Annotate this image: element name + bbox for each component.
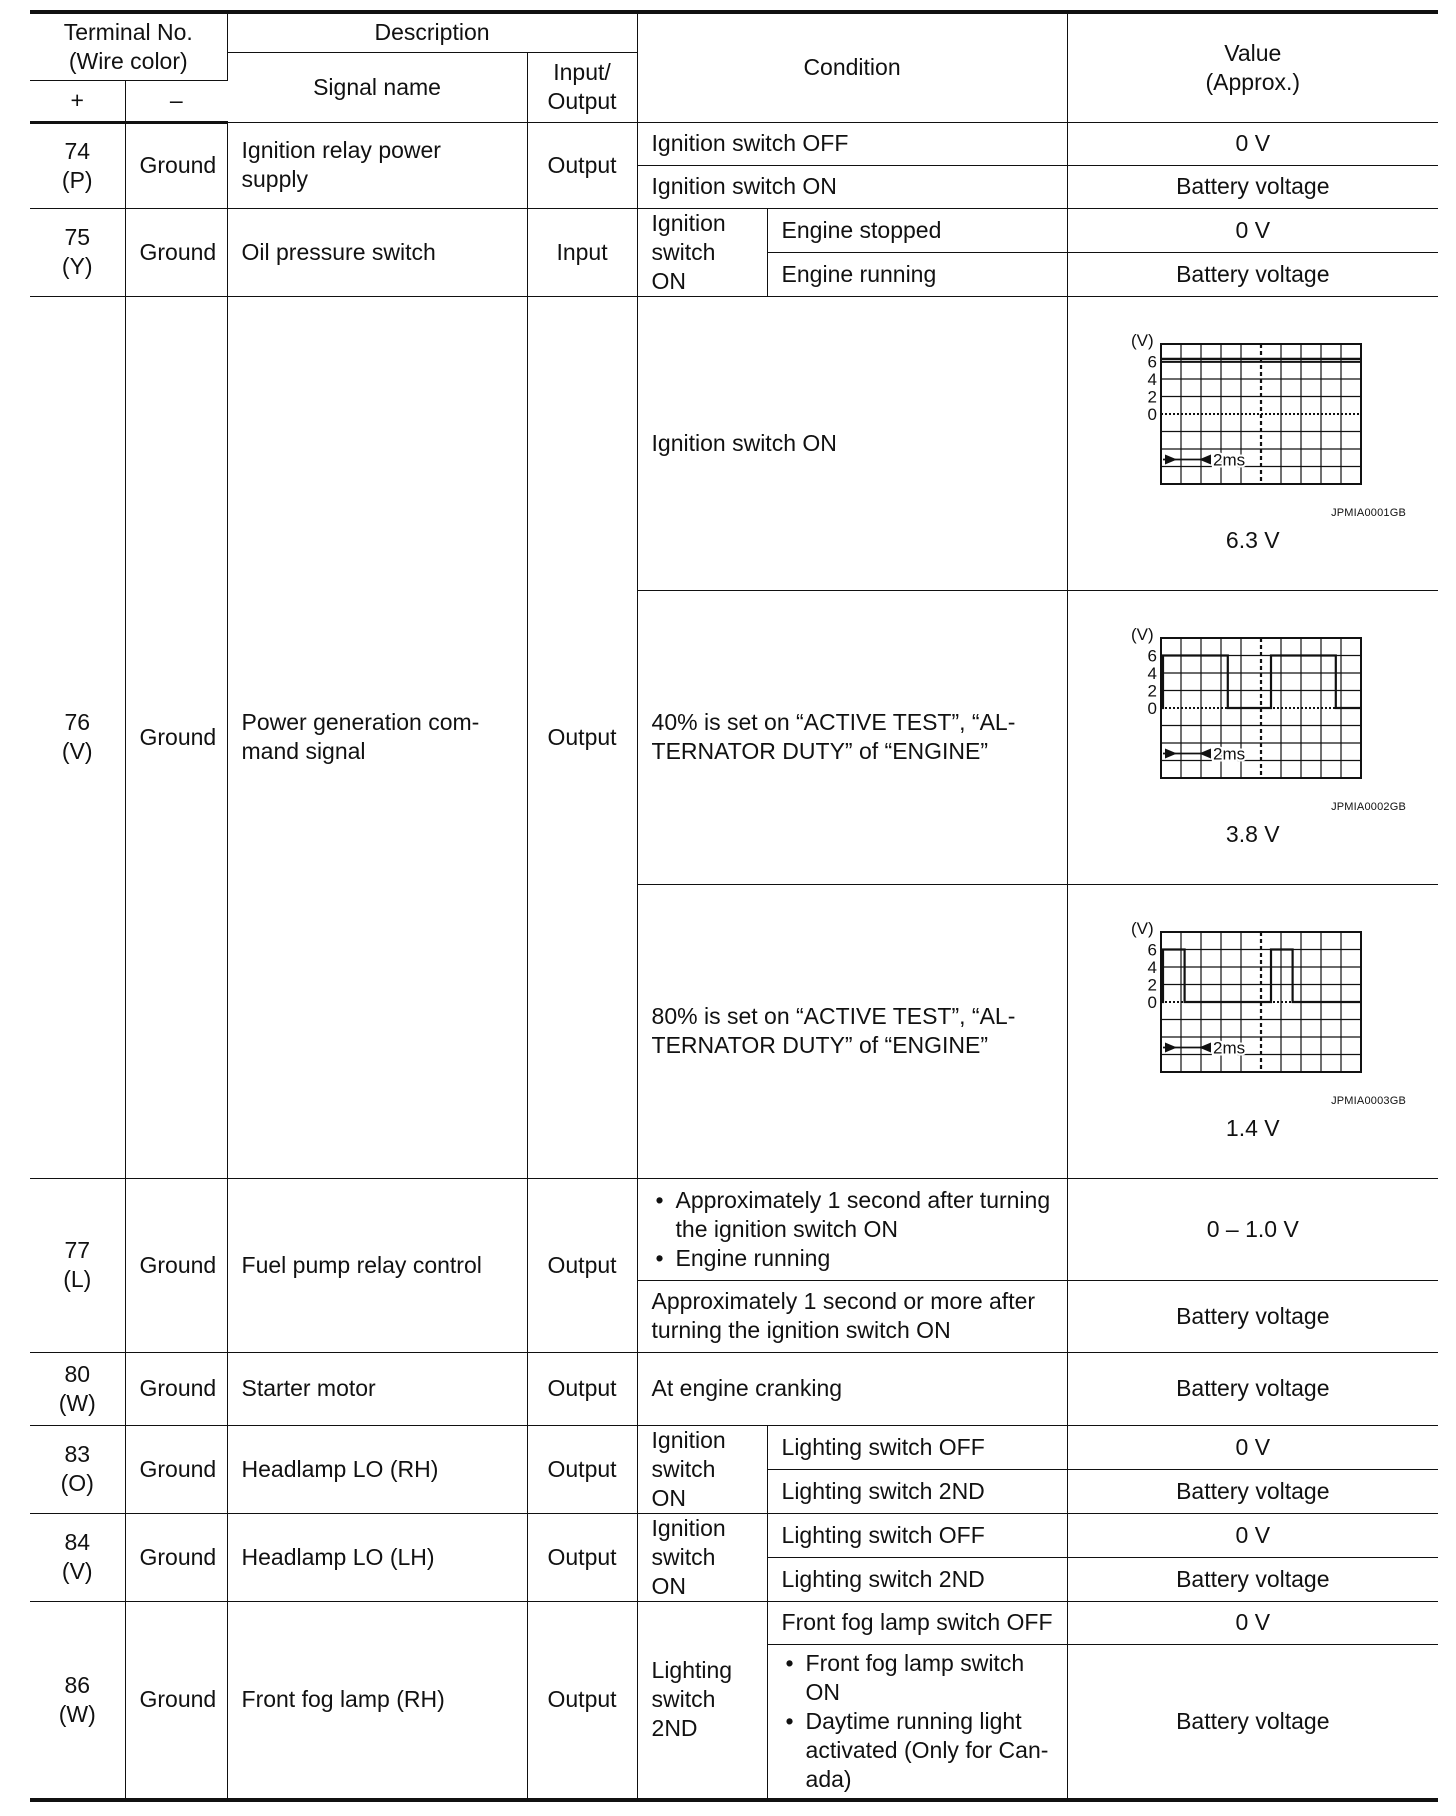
- figure-code: JPMIA0001GB: [1331, 506, 1407, 519]
- minus-terminal: Ground: [125, 1352, 227, 1425]
- value: 0 V: [1067, 1513, 1438, 1557]
- value: 0 V: [1067, 208, 1438, 252]
- y-tick-label: 2: [1147, 387, 1157, 406]
- input-output-header: [527, 52, 637, 122]
- minus-header: –: [125, 80, 227, 122]
- wire-color: (W): [58, 1389, 96, 1416]
- table-row: [30, 1178, 1438, 1280]
- arrow-right-icon: [1165, 748, 1177, 758]
- value: Battery voltage: [1067, 165, 1438, 208]
- wire-color: (L): [63, 1266, 92, 1292]
- value: Battery voltage: [1067, 1644, 1438, 1800]
- terminal-number: 77: [64, 1237, 91, 1263]
- minus-terminal: Ground: [125, 1601, 227, 1800]
- terminal-number: 86: [64, 1671, 91, 1698]
- table-row: [30, 1513, 1438, 1557]
- io-type: Output: [527, 296, 637, 1178]
- time-division-label: 2ms: [1212, 1038, 1245, 1057]
- signal-name: Power generation com-mand signal: [227, 296, 527, 1178]
- bullet-item: • Front fog lamp switch ON: [782, 1649, 1053, 1707]
- y-tick-label: 4: [1147, 369, 1157, 389]
- output-label: Output: [547, 88, 617, 114]
- minus-terminal: Ground: [125, 1513, 227, 1601]
- terminal-cell: [30, 296, 125, 1178]
- condition: Lighting switch OFF: [767, 1425, 1067, 1469]
- wire-color: (O): [60, 1470, 94, 1496]
- condition-main: Lighting switch 2ND: [637, 1601, 767, 1800]
- signal-name: Ignition relay power supply: [227, 122, 527, 208]
- y-tick-label: 0: [1147, 992, 1157, 1012]
- terminal-cell: [30, 208, 125, 296]
- condition: Engine running: [767, 252, 1067, 296]
- condition: Ignition switch ON: [637, 165, 1067, 208]
- description-header: Description: [227, 12, 637, 52]
- table-row: [30, 1352, 1438, 1425]
- terminal-cell: [30, 1601, 125, 1800]
- condition: Ignition switch OFF: [637, 122, 1067, 165]
- condition-bullets: [652, 1186, 1053, 1273]
- condition: Ignition switch ON: [637, 296, 1067, 590]
- time-division-label: 2ms: [1212, 450, 1245, 469]
- value: 6.3 V: [1225, 526, 1280, 553]
- value-header: [1067, 12, 1438, 122]
- signal-name: Starter motor: [227, 1352, 527, 1425]
- condition: [637, 1178, 1067, 1280]
- signal-name: Oil pressure switch: [227, 208, 527, 296]
- y-unit-label: (V): [1130, 919, 1154, 938]
- value: Battery voltage: [1067, 252, 1438, 296]
- condition: At engine cranking: [637, 1352, 1067, 1425]
- approx-label: (Approx.): [1205, 68, 1301, 95]
- condition: Approximately 1 second or more after turning the ignition switch ON: [637, 1280, 1067, 1352]
- table-row: [30, 296, 1438, 590]
- io-type: Output: [527, 1352, 637, 1425]
- value: Battery voltage: [1067, 1352, 1438, 1425]
- wire-color: (W): [58, 1700, 96, 1727]
- table-row: [30, 1601, 1438, 1644]
- figure-code: JPMIA0002GB: [1331, 800, 1407, 813]
- y-tick-label: 6: [1147, 352, 1157, 371]
- condition-main: Ignition switch ON: [637, 208, 767, 296]
- signal-name-header: Signal name: [227, 52, 527, 122]
- value: Battery voltage: [1067, 1280, 1438, 1352]
- value: 0 V: [1067, 1601, 1438, 1644]
- bullet-item: • Approximately 1 second after turning the ignition switch ON: [652, 1186, 1053, 1244]
- io-type: Output: [527, 1601, 637, 1800]
- terminal-number: 75: [64, 224, 91, 250]
- table-row: [30, 122, 1438, 165]
- y-tick-label: 4: [1147, 957, 1157, 977]
- terminal-number: 84: [64, 1529, 91, 1555]
- minus-terminal: Ground: [125, 122, 227, 208]
- oscilloscope-waveform: [1113, 332, 1393, 502]
- wire-color: (P): [61, 166, 93, 193]
- terminal-no-header: [30, 12, 227, 80]
- waveform-cell: [1067, 296, 1438, 590]
- table-row: [30, 1425, 1438, 1469]
- arrow-right-icon: [1165, 454, 1177, 464]
- minus-terminal: Ground: [125, 1425, 227, 1513]
- terminal-spec-table: [30, 10, 1438, 1802]
- condition: 80% is set on “ACTIVE TEST”, “AL-TERNATOR DUTY” of “ENGINE”: [637, 884, 1067, 1178]
- condition: Lighting switch 2ND: [767, 1557, 1067, 1601]
- oscilloscope-waveform: [1113, 626, 1393, 796]
- value-label: Value: [1224, 39, 1282, 66]
- io-type: Output: [527, 122, 637, 208]
- terminal-number: 74: [64, 137, 91, 164]
- condition: [767, 1644, 1067, 1800]
- waveform-cell: [1067, 884, 1438, 1178]
- condition: Lighting switch OFF: [767, 1513, 1067, 1557]
- minus-terminal: Ground: [125, 296, 227, 1178]
- y-tick-label: 2: [1147, 681, 1157, 700]
- arrow-right-icon: [1165, 1042, 1177, 1052]
- wire-color: (Y): [61, 253, 93, 279]
- condition: 40% is set on “ACTIVE TEST”, “AL-TERNATOR DUTY” of “ENGINE”: [637, 590, 1067, 884]
- figure-code: JPMIA0003GB: [1331, 1094, 1407, 1107]
- minus-terminal: Ground: [125, 208, 227, 296]
- oscilloscope-waveform: [1113, 920, 1393, 1090]
- condition: Front fog lamp switch OFF: [767, 1601, 1067, 1644]
- signal-name: Front fog lamp (RH): [227, 1601, 527, 1800]
- signal-name: Fuel pump relay control: [227, 1178, 527, 1352]
- signal-name: Headlamp LO (RH): [227, 1425, 527, 1513]
- wire-color-label: (Wire color): [68, 47, 188, 74]
- condition-main: Ignition switch ON: [637, 1513, 767, 1601]
- value: Battery voltage: [1067, 1557, 1438, 1601]
- io-type: Output: [527, 1425, 637, 1513]
- wire-color: (V): [61, 738, 93, 764]
- condition-header: Condition: [637, 12, 1067, 122]
- io-type: Output: [527, 1178, 637, 1352]
- terminal-cell: [30, 1352, 125, 1425]
- terminal-cell: [30, 1425, 125, 1513]
- input-label: Input/: [553, 59, 611, 85]
- condition: Lighting switch 2ND: [767, 1469, 1067, 1513]
- table-row: [30, 208, 1438, 252]
- waveform-cell: [1067, 590, 1438, 884]
- terminal-cell: [30, 122, 125, 208]
- value: 0 – 1.0 V: [1067, 1178, 1438, 1280]
- value: 3.8 V: [1225, 820, 1280, 847]
- terminal-number: 83: [64, 1441, 91, 1467]
- time-division-label: 2ms: [1212, 744, 1245, 763]
- terminal-number: 80: [64, 1360, 91, 1387]
- y-tick-label: 6: [1147, 646, 1157, 665]
- minus-terminal: Ground: [125, 1178, 227, 1352]
- terminal-cell: [30, 1178, 125, 1352]
- plus-header: +: [30, 80, 125, 122]
- condition: Engine stopped: [767, 208, 1067, 252]
- y-tick-label: 6: [1147, 940, 1157, 959]
- bullet-item: • Engine running: [652, 1244, 1053, 1273]
- value: Battery voltage: [1067, 1469, 1438, 1513]
- io-type: Input: [527, 208, 637, 296]
- y-tick-label: 2: [1147, 975, 1157, 994]
- value: 1.4 V: [1225, 1114, 1280, 1141]
- y-tick-label: 0: [1147, 698, 1157, 718]
- signal-name: Headlamp LO (LH): [227, 1513, 527, 1601]
- io-type: Output: [527, 1513, 637, 1601]
- wire-color: (V): [61, 1558, 93, 1584]
- bullet-item: • Daytime running light activated (Only for Can-ada): [782, 1707, 1053, 1794]
- terminal-number: 76: [64, 709, 91, 735]
- y-unit-label: (V): [1130, 625, 1154, 644]
- y-tick-label: 0: [1147, 404, 1157, 424]
- y-unit-label: (V): [1130, 331, 1154, 350]
- condition-bullets: [782, 1649, 1053, 1794]
- terminal-cell: [30, 1513, 125, 1601]
- y-tick-label: 4: [1147, 663, 1157, 683]
- value: 0 V: [1067, 1425, 1438, 1469]
- value: 0 V: [1067, 122, 1438, 165]
- condition-main: Ignition switch ON: [637, 1425, 767, 1513]
- terminal-no-label: Terminal No.: [63, 18, 193, 45]
